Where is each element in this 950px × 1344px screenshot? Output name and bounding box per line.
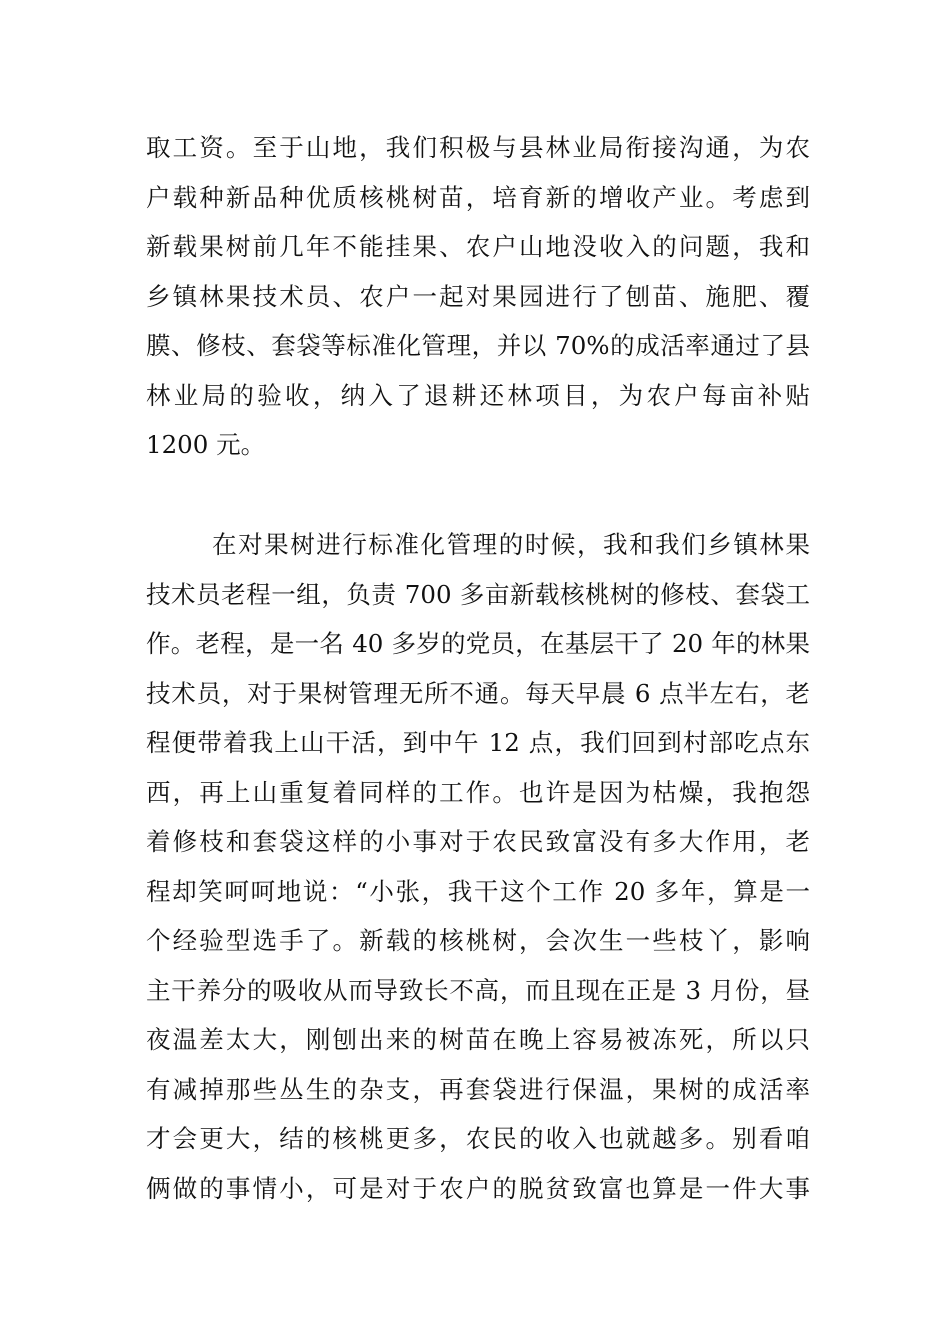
text-line: 新载果树前几年不能挂果、农户山地没收入的问题，我和 [146,232,810,261]
text-line: 程却笑呵呵地说：“小张，我干这个工作 20 多年，算是一 [146,876,810,906]
text-line: 个经验型选手了。新载的核桃树，会次生一些枝丫，影响 [146,926,810,955]
text-line: 西，再上山重复着同样的工作。也许是因为枯燥，我抱怨 [146,777,810,807]
text-line: 作。老程，是一名 40 多岁的党员，在基层干了 20 年的林果 [146,629,810,658]
text-line: 着修枝和套袋这样的小事对于农民致富没有多大作用，老 [146,827,810,856]
text-line: 取工资。至于山地，我们积极与县林业局衔接沟通，为农 [146,133,810,162]
text-line: 技术员，对于果树管理无所不通。每天早晨 6 点半左右，老 [146,678,810,708]
text-line: 才会更大，结的核桃更多，农民的收入也就越多。别看咱 [146,1124,810,1153]
text-line: 户载种新品种优质核桃树苗，培育新的增收产业。考虑到 [146,182,810,212]
text-line: 夜温差太大，刚刨出来的树苗在晚上容易被冻死，所以只 [146,1025,810,1054]
text-line: 林业局的验收，纳入了退耕还林项目，为农户每亩补贴 [146,380,810,410]
text-line: 技术员老程一组，负责 700 多亩新载核桃树的修枝、套袋工 [146,579,810,609]
text-line: 程便带着我上山干活，到中午 12 点，我们回到村部吃点东 [146,728,810,757]
text-line: 1200 元。 [146,430,266,459]
text-line: 主干养分的吸收从而导致长不高，而且现在正是 3 月份，昼 [146,975,810,1005]
text-line: 有减掉那些丛生的杂支，再套袋进行保温，果树的成活率 [146,1074,810,1104]
text-line: 在对果树进行标准化管理的时候，我和我们乡镇林果 [212,530,810,559]
text-line: 膜、修枝、套袋等标准化管理，并以 70%的成活率通过了县 [146,331,810,360]
text-line: 俩做的事情小，可是对于农户的脱贫致富也算是一件大事 [146,1173,810,1203]
text-line: 乡镇林果技术员、农户一起对果园进行了刨苗、施肥、覆 [146,281,810,311]
